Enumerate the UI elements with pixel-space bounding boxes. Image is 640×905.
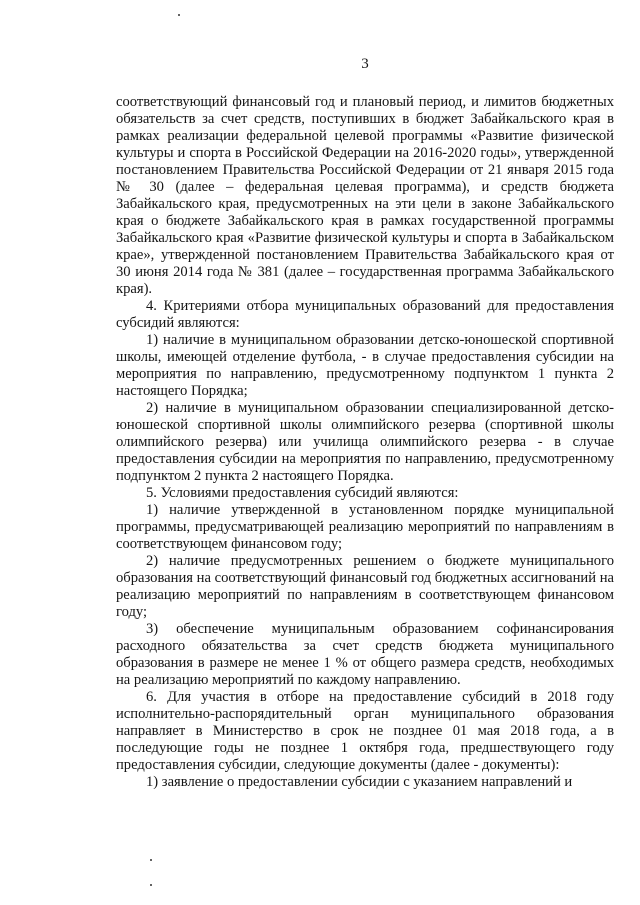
- paragraph-criteria-2: 2) наличие в муниципальном образовании специализированной детско-юношеской спортивной школы олимпийского резерва (спортивной школы олимпийского резерва) или училища олимпийского резерва - в случае предоставления субсидии на мероприятия по направлению, предусмотренному подпунктом 2 пункта 2 настоящего Порядка.: [116, 400, 614, 484]
- page-number: 3: [361, 56, 369, 72]
- scan-speck: [150, 859, 152, 861]
- paragraph-criteria: 4. Критериями отбора муниципальных образований для предоставления субсидий являются:: [116, 298, 614, 331]
- paragraph-conditions-1: 1) наличие утвержденной в установленном порядке муниципальной программы, предусматривающей реализацию мероприятий по направлениям в соответствующем финансовом году;: [116, 502, 614, 552]
- paragraph-continuation: соответствующий финансовый год и плановый период, и лимитов бюджетных обязательств за счет средств, поступивших в бюджет Забайкальского края в рамках реализации федеральной целевой программы «Развитие физической культуры и спорта в Российской Федерации на 2016-2020 годы», утвержденной постановлением Правительства Российской Федерации от 21 января 2015 года № 30 (далее – федеральная целевая программа), и средств бюджета Забайкальского края, предусмотренных на эти цели в законе Забайкальского края о бюджете Забайкальского края в рамках государственной программы Забайкальского края «Развитие физической культуры и спорта в Забайкальском крае», утвержденной постановлением Правительства Забайкальского края от 30 июня 2014 года № 381 (далее – государственная программа Забайкальского края).: [116, 94, 614, 297]
- document-body: [116, 94, 614, 791]
- paragraph-participation: 6. Для участия в отборе на предоставление субсидий в 2018 году исполнительно-распорядительный орган муниципального образования направляет в Министерство в срок не позднее 01 мая 2018 года, а в последующие годы не позднее 1 октября года, предшествующего году предоставления субсидии, следующие документы (далее - документы):: [116, 689, 614, 773]
- scan-speck: [178, 14, 180, 16]
- paragraph-criteria-1: 1) наличие в муниципальном образовании детско-юношеской спортивной школы, имеющей отделение футбола, - в случае предоставления субсидии на мероприятия по направлению, предусмотренному подпунктом 1 пункта 2 настоящего Порядка;: [116, 332, 614, 399]
- scan-speck: [150, 884, 152, 886]
- paragraph-conditions-2: 2) наличие предусмотренных решением о бюджете муниципального образования на соответствующий финансовый год бюджетных ассигнований на реализацию мероприятий по направлениям в соответствующем финансовом году;: [116, 553, 614, 620]
- paragraph-conditions: 5. Условиями предоставления субсидий являются:: [146, 485, 459, 501]
- paragraph-documents-1: 1) заявление о предоставлении субсидии с указанием направлений и: [146, 774, 573, 790]
- paragraph-conditions-3: 3) обеспечение муниципальным образованием софинансирования расходного обязательства за счет средств бюджета муниципального образования в размере не менее 1 % от общего размера средств, необходимых на реализацию мероприятий по каждому направлению.: [116, 621, 614, 688]
